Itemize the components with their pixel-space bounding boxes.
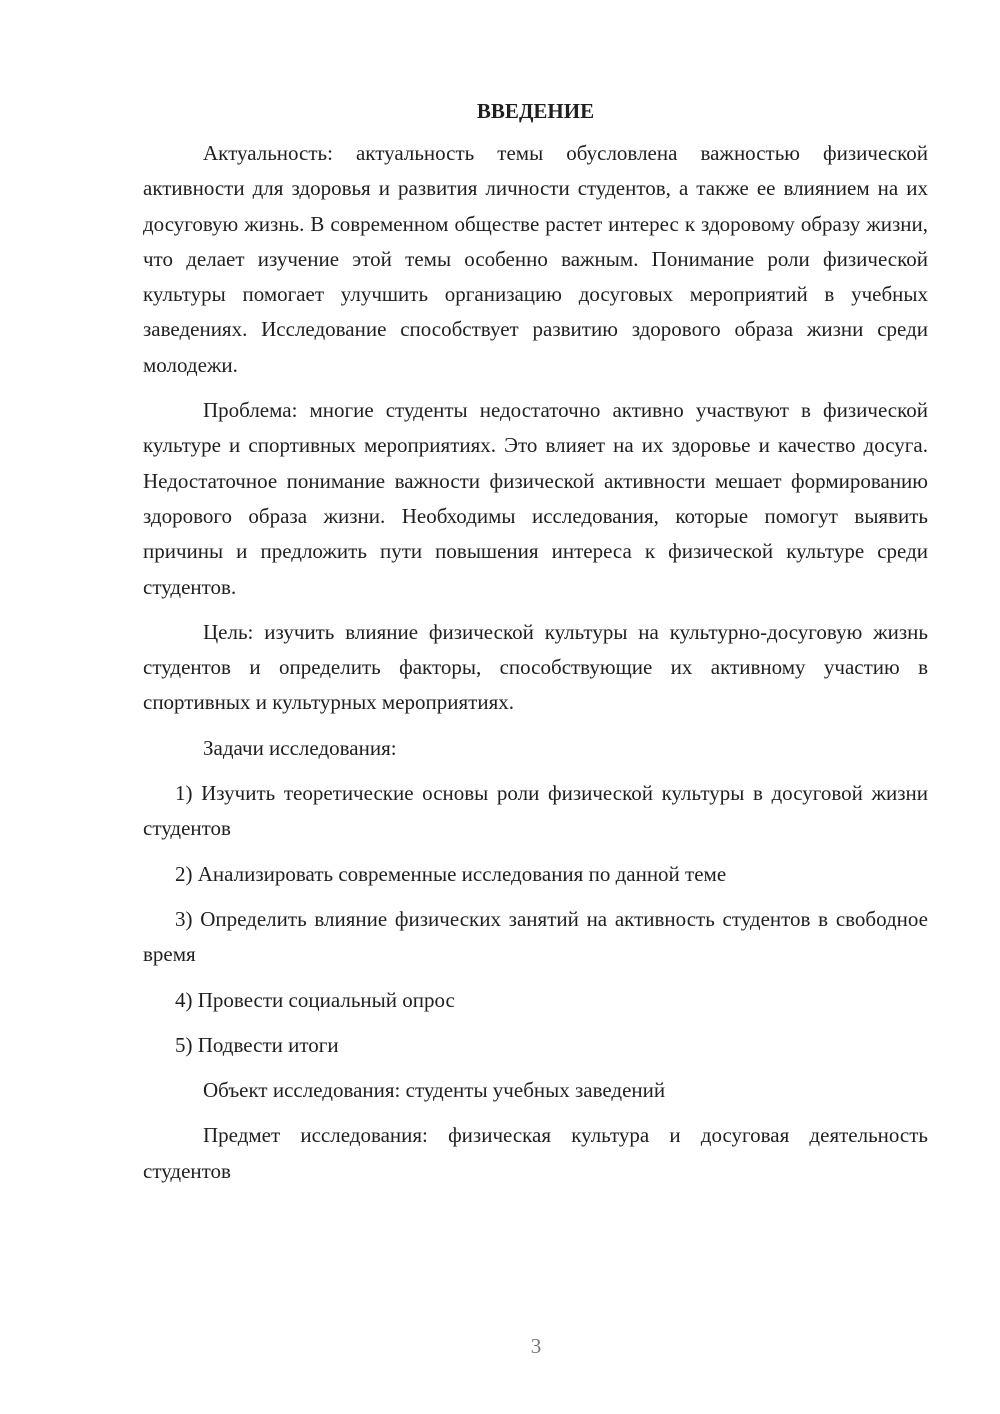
task-item-1: 1) Изучить теоретические основы роли физической культуры в досуговой жизни студентов — [143, 781, 928, 841]
task-item-2: 2) Анализировать современные исследования по данной теме — [175, 861, 727, 886]
task-item-3: 3) Определить влияние физических занятий на активность студентов в свободное время — [143, 906, 928, 967]
problem-paragraph: Проблема: многие студенты недостаточно активно участвуют в физической культуре и спортивных мероприятиях. Это влияет на их здоровье и качество досуга. Недостаточное понимание важности физической активности мешает формированию здорового образа жизни. Необходимы исследования, которые помогут выявить причины и предложить пути повышения интереса к физической культуре среди студентов. — [143, 398, 928, 599]
page-number: 3 — [530, 1334, 542, 1358]
goal-paragraph: Цель: изучить влияние физической культуры на культурно-досуговую жизнь студентов и определить факторы, способствующие их активному участию в спортивных и культурных мероприятиях. — [143, 619, 928, 715]
research-object: Объект исследования: студенты учебных заведений — [203, 1078, 666, 1103]
section-title: ВВЕДЕНИЕ — [476, 99, 595, 123]
task-item-4: 4) Провести социальный опрос — [175, 987, 455, 1012]
research-subject: Предмет исследования: физическая культура и досуговая деятельность студентов — [143, 1123, 928, 1183]
tasks-heading: Задачи исследования: — [203, 735, 397, 760]
task-item-5: 5) Подвести итоги — [175, 1032, 339, 1057]
relevance-paragraph: Актуальность: актуальность темы обусловлена важностью физической активности для здоровья и развития личности студентов, а также ее влиянием на их досуговую жизнь. В современном обществе растет интерес к здоровому образу жизни, что делает изучение этой темы особенно важным. Понимание роли физической культуры помогает улучшить организацию досуговых мероприятий в учебных заведениях. Исследование способствует развитию здорового образа жизни среди молодежи. — [143, 141, 928, 377]
document-body — [143, 94, 928, 1189]
